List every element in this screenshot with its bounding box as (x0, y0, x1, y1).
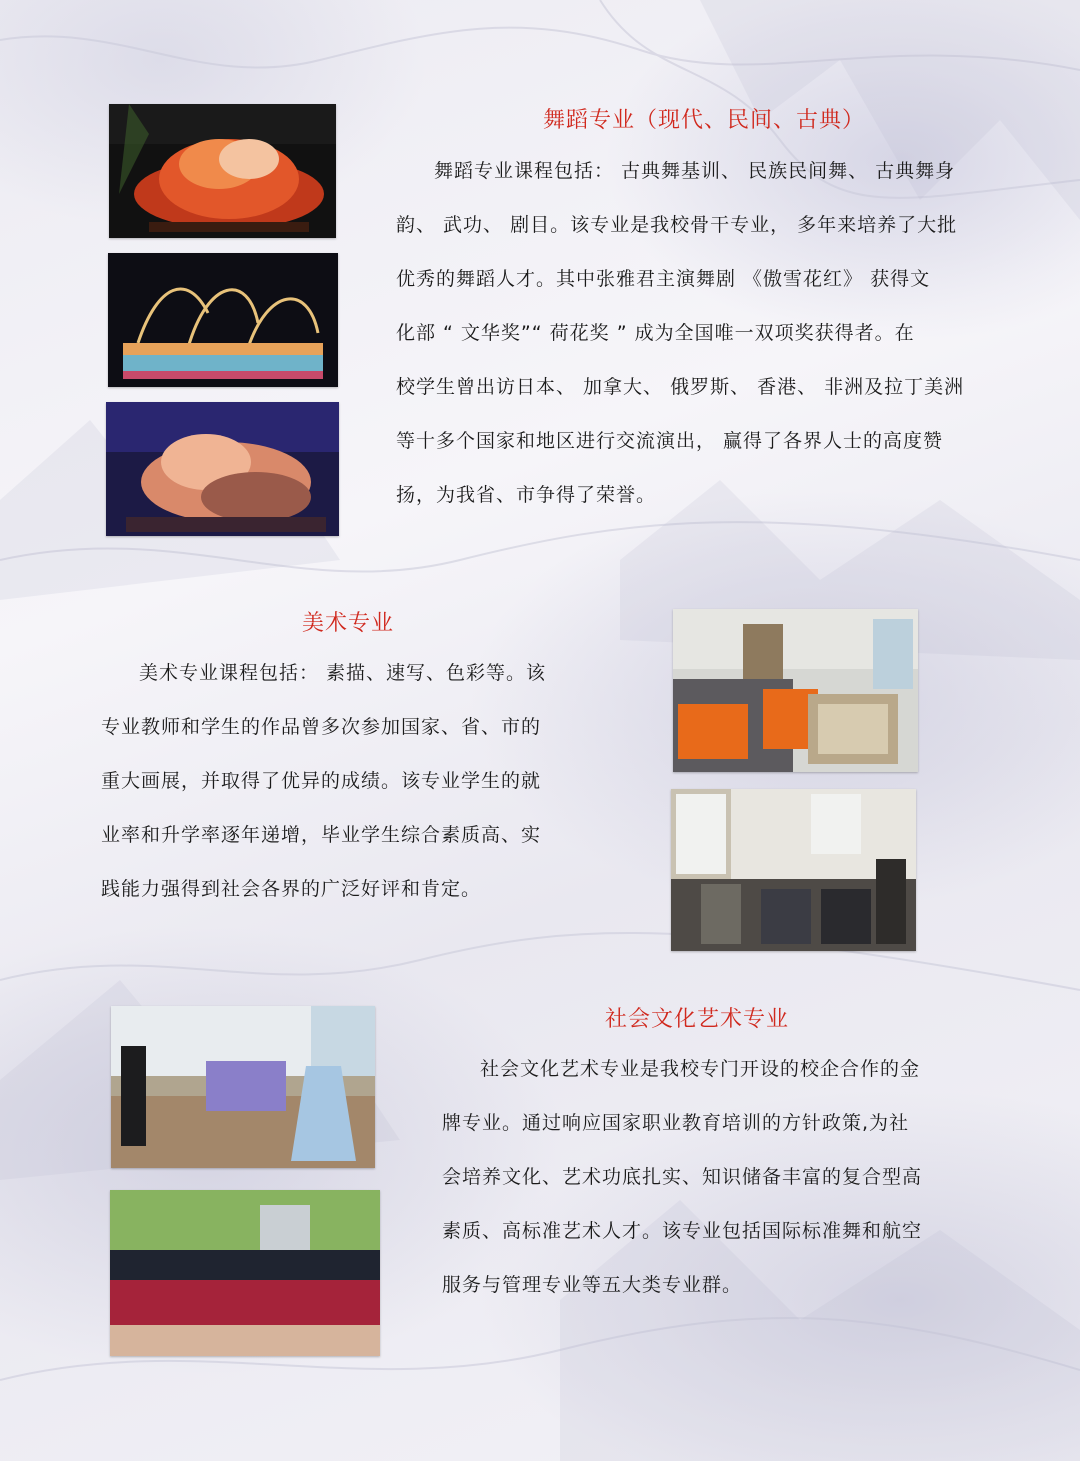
art-text-line: 践能力强得到社会各界的广泛好评和肯定。 (101, 878, 482, 900)
dance-section-title: 舞蹈专业（现代、民间、古典） (543, 108, 866, 133)
art-text-line: 业率和升学率逐年递增，毕业学生综合素质高、实 (101, 824, 542, 846)
social-section-body (442, 1042, 1002, 1312)
art-text-line: 美术专业课程包括： 素描、速写、色彩等。该 (139, 662, 547, 684)
dance-section-body (396, 144, 996, 522)
dance-photo-2 (108, 253, 338, 387)
social-text-line: 社会文化艺术专业是我校专门开设的校企合作的金 (480, 1058, 921, 1080)
social-text-line: 牌专业。通过响应国家职业教育培训的方针政策,为社 (442, 1112, 910, 1134)
art-section-body (101, 646, 621, 916)
dance-photo-1 (109, 104, 336, 238)
art-text-line: 重大画展，并取得了优异的成绩。该专业学生的就 (101, 770, 542, 792)
art-text-line: 专业教师和学生的作品曾多次参加国家、省、市的 (101, 716, 542, 738)
social-photo-2 (110, 1190, 380, 1356)
social-text-line: 素质、高标准艺术人才。该专业包括国际标准舞和航空 (442, 1220, 923, 1242)
dance-text-line: 等十多个国家和地区进行交流演出， 赢得了各界人士的高度赞 (396, 430, 944, 452)
dance-text-line: 舞蹈专业课程包括： 古典舞基训、 民族民间舞、 古典舞身 (434, 160, 956, 182)
dance-text-line: 扬，为我省、市争得了荣誉。 (396, 484, 657, 506)
art-photo-1 (673, 609, 918, 772)
art-photo-2 (671, 789, 916, 951)
dance-text-line: 校学生曾出访日本、 加拿大、 俄罗斯、 香港、 非洲及拉丁美洲 (396, 376, 965, 398)
art-section-title: 美术专业 (302, 611, 395, 636)
dance-text-line: 优秀的舞蹈人才。其中张雅君主演舞剧 《傲雪花红》 获得文 (396, 268, 931, 290)
social-text-line: 服务与管理专业等五大类专业群。 (442, 1274, 743, 1296)
social-section-title: 社会文化艺术专业 (605, 1007, 790, 1032)
dance-photo-3 (106, 402, 339, 536)
dance-text-line: 化部 “ 文华奖”“ 荷花奖 ” 成为全国唯一双项奖获得者。在 (396, 322, 915, 344)
dance-text-line: 韵、 武功、 剧目。该专业是我校骨干专业， 多年来培养了大批 (396, 214, 958, 236)
social-photo-1 (111, 1006, 375, 1168)
social-text-line: 会培养文化、艺术功底扎实、知识储备丰富的复合型高 (442, 1166, 923, 1188)
